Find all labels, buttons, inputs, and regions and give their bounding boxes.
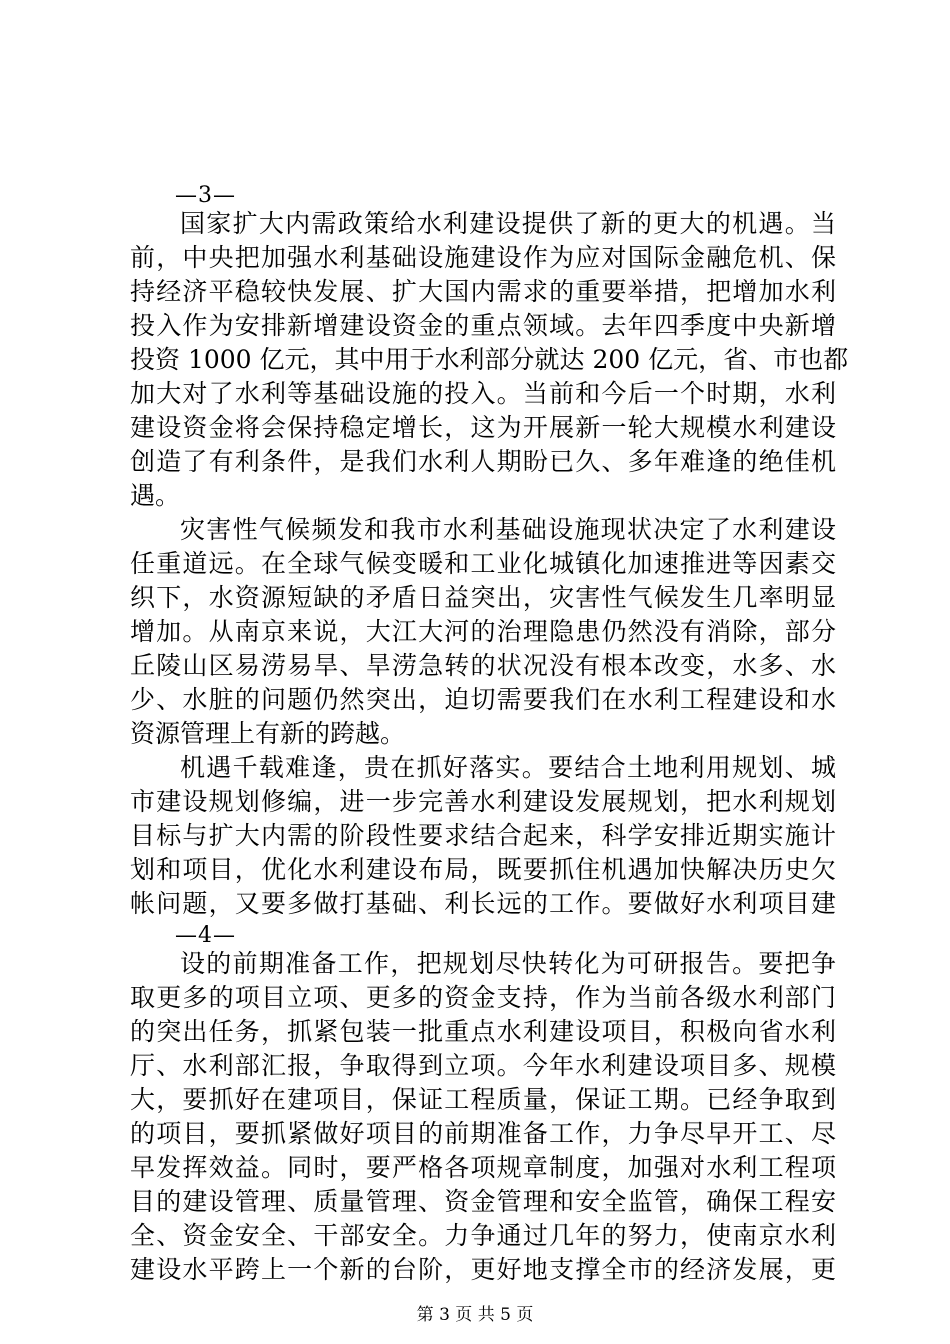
paragraph-4-line-4: 厅、水利部汇报，争取得到立项。今年水利建设项目多、规模 <box>130 1051 836 1080</box>
page-footer: 第 3 页 共 5 页 <box>416 1305 534 1325</box>
paragraph-4-line-9: 全、资金安全、干部安全。力争通过几年的努力，使南京水利 <box>130 1221 836 1250</box>
paragraph-2-line-4: 增加。从南京来说，大江大河的治理隐患仍然没有消除，部分 <box>130 617 836 646</box>
paragraph-1-line-7: 建设资金将会保持稳定增长，这为开展新一轮大规模水利建设 <box>130 413 836 442</box>
paragraph-1-line-6: 加大对了水利等基础设施的投入。当前和今后一个时期，水利 <box>130 379 836 408</box>
paragraph-4-line-8: 目的建设管理、质量管理、资金管理和安全监管，确保工程安 <box>130 1187 836 1216</box>
paragraph-1-line-8: 创造了有利条件，是我们水利人期盼已久、多年难逢的绝佳机 <box>130 447 836 476</box>
paragraph-1-line-1: 国家扩大内需政策给水利建设提供了新的更大的机遇。当 <box>180 209 836 238</box>
paragraph-1-line-4: 投入作为安排新增建设资金的重点领域。去年四季度中央新增 <box>130 311 836 340</box>
page-marker-4: —4— <box>175 923 236 948</box>
paragraph-4-line-5: 大，要抓好在建项目，保证工程质量，保证工期。已经争取到 <box>130 1085 836 1114</box>
paragraph-2-line-2: 任重道远。在全球气候变暖和工业化城镇化加速推进等因素交 <box>130 549 836 578</box>
paragraph-3-line-3: 目标与扩大内需的阶段性要求结合起来，科学安排近期实施计 <box>130 821 836 850</box>
paragraph-2-line-1: 灾害性气候频发和我市水利基础设施现状决定了水利建设 <box>180 515 836 544</box>
paragraph-3-line-5: 帐问题，又要多做打基础、利长远的工作。要做好水利项目建 <box>130 889 836 918</box>
paragraph-2-line-6: 少、水脏的问题仍然突出，迫切需要我们在水利工程建设和水 <box>130 685 836 714</box>
paragraph-3-line-4: 划和项目，优化水利建设布局，既要抓住机遇加快解决历史欠 <box>130 855 836 884</box>
paragraph-2-line-5: 丘陵山区易涝易旱、旱涝急转的状况没有根本改变，水多、水 <box>130 651 836 680</box>
paragraph-3-line-2: 市建设规划修编，进一步完善水利建设发展规划，把水利规划 <box>130 787 836 816</box>
paragraph-4-line-1: 设的前期准备工作，把规划尽快转化为可研报告。要把争 <box>180 949 836 978</box>
page-marker-3: —3— <box>175 183 236 208</box>
paragraph-4-line-7: 早发挥效益。同时，要严格各项规章制度，加强对水利工程项 <box>130 1153 836 1182</box>
paragraph-1-line-3: 持经济平稳较快发展、扩大国内需求的重要举措，把增加水利 <box>130 277 836 306</box>
paragraph-1-line-2: 前，中央把加强水利基础设施建设作为应对国际金融危机、保 <box>130 243 836 272</box>
paragraph-4-line-3: 的突出任务，抓紧包装一批重点水利建设项目，积极向省水利 <box>130 1017 836 1046</box>
paragraph-4-line-10: 建设水平跨上一个新的台阶，更好地支撑全市的经济发展，更 <box>130 1255 836 1284</box>
paragraph-1-line-9: 遇。 <box>130 481 181 510</box>
paragraph-2-line-3: 织下，水资源短缺的矛盾日益突出，灾害性气候发生几率明显 <box>130 583 836 612</box>
paragraph-2-line-7: 资源管理上有新的跨越。 <box>130 719 406 748</box>
paragraph-1-line-5: 投资 1000 亿元，其中用于水利部分就达 200 亿元，省、市也都 <box>130 345 849 374</box>
paragraph-3-line-1: 机遇千载难逢，贵在抓好落实。要结合土地利用规划、城 <box>180 753 836 782</box>
paragraph-4-line-6: 的项目，要抓紧做好项目的前期准备工作，力争尽早开工、尽 <box>130 1119 836 1148</box>
paragraph-4-line-2: 取更多的项目立项、更多的资金支持，作为当前各级水利部门 <box>130 983 836 1012</box>
